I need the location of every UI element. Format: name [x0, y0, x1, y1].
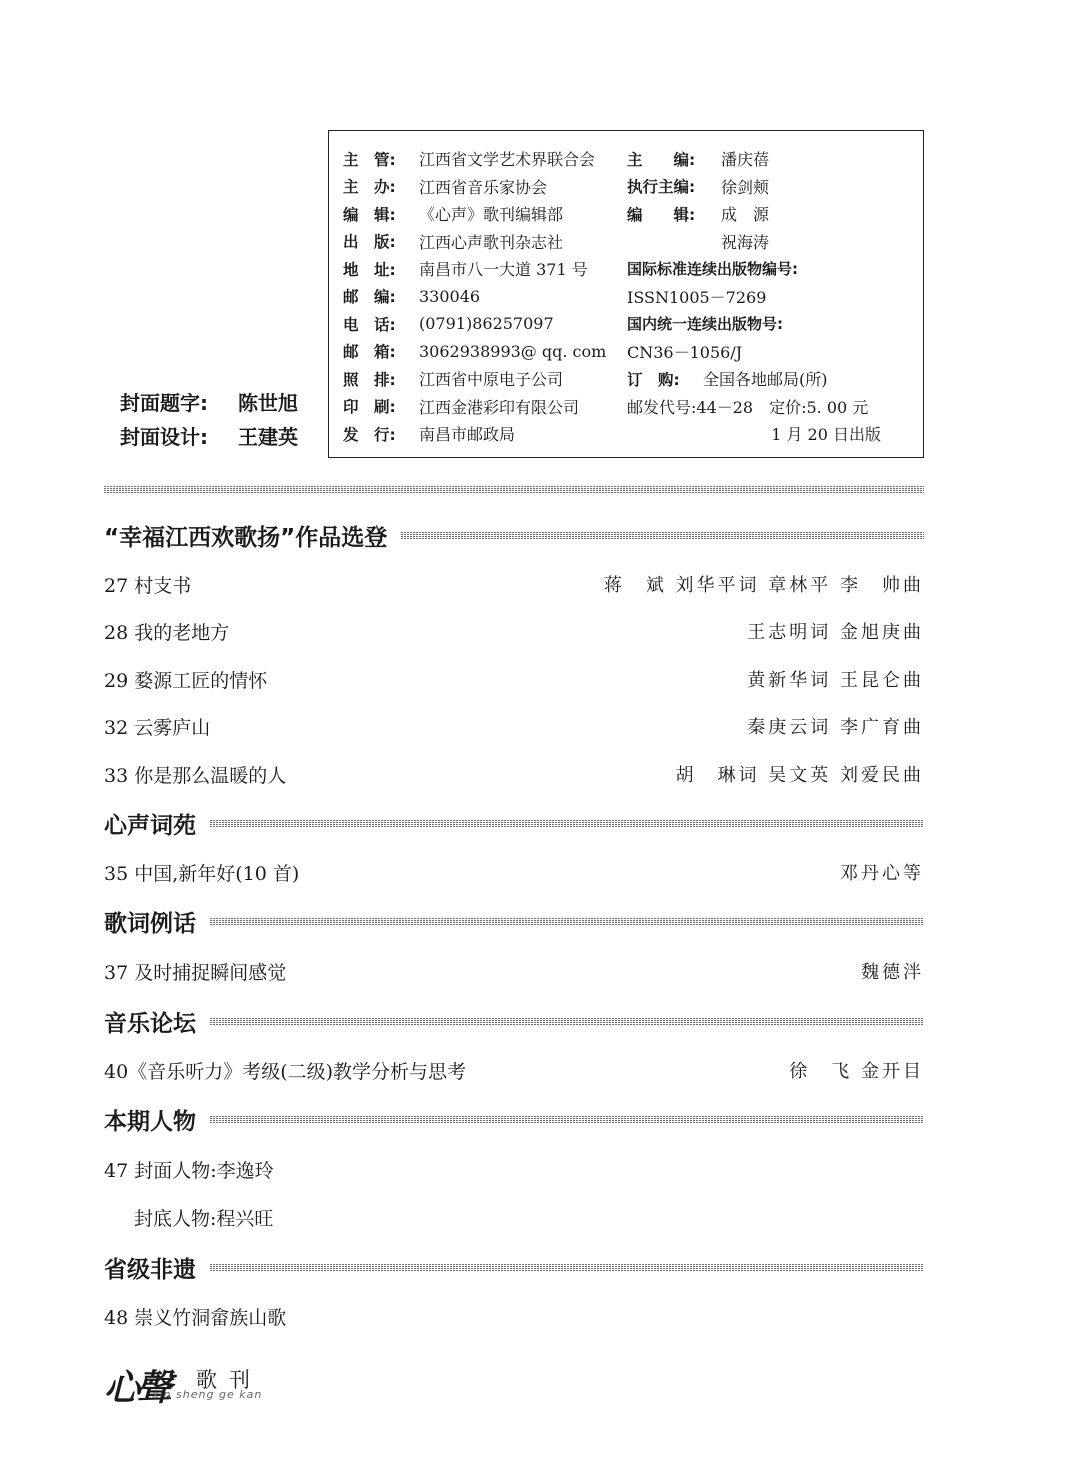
toc-entry[interactable]	[104, 711, 924, 741]
masthead-label: 主 管:	[343, 150, 396, 169]
page-number: 29	[104, 669, 129, 692]
editor-name: 祝海涛	[721, 232, 770, 252]
masthead-row	[343, 283, 628, 311]
page-number: 32	[104, 716, 129, 739]
section-rule	[210, 820, 924, 827]
entry-authors: 黄新华词 王昆仑曲	[747, 670, 924, 691]
masthead-label: 印 刷:	[343, 398, 396, 417]
section-heading	[104, 518, 924, 552]
section-rule	[210, 1018, 924, 1025]
chief-editor-row	[627, 145, 917, 173]
section-title: “幸福江西欢歌扬”作品选登	[104, 524, 388, 551]
entry-authors: 徐 飞 金开目	[789, 1061, 924, 1082]
cn-label-row	[627, 310, 917, 338]
exec-editor-label: 执行主编:	[627, 178, 696, 197]
toc-entry[interactable]	[104, 1301, 924, 1331]
section-title: 省级非遗	[104, 1256, 196, 1283]
cn-label: 国内统一连续出版物号:	[627, 315, 783, 334]
entry-title: 村支书	[134, 574, 192, 597]
masthead-label: 编 辑:	[343, 205, 396, 224]
entry-authors: 邓丹心等	[840, 863, 924, 884]
section-rule	[210, 1264, 924, 1271]
chief-editor-label: 主 编:	[627, 150, 696, 169]
section-title: 音乐论坛	[104, 1010, 196, 1037]
page-number: 48	[104, 1306, 129, 1329]
cover-credit-row	[120, 418, 320, 452]
masthead-row	[343, 255, 628, 283]
section-rule	[210, 1116, 924, 1123]
masthead-row	[343, 200, 628, 228]
entry-authors: 胡 琳词 吴文英 刘爱民曲	[675, 765, 924, 786]
page-number: 33	[104, 764, 129, 787]
masthead-value: (0791)86257097	[419, 314, 554, 334]
section-heading	[104, 1004, 924, 1038]
editors-row	[627, 200, 917, 228]
entry-title: 你是那么温暖的人	[134, 764, 287, 787]
masthead-value: 330046	[419, 286, 481, 306]
postal-price: 邮发代号:44－28 定价:5. 00 元	[627, 397, 869, 417]
page-number: 35	[104, 862, 129, 885]
divider-rule	[104, 486, 924, 493]
entry-title: 及时捕捉瞬间感觉	[134, 961, 287, 984]
masthead-label: 主 办:	[343, 178, 396, 197]
page-number: 27	[104, 574, 129, 597]
masthead-label: 邮 编:	[343, 288, 396, 307]
entry-title: 《音乐听力》考级(二级)教学分析与思考	[128, 1060, 467, 1083]
page-number: 47	[104, 1159, 129, 1182]
journal-logo	[104, 1360, 314, 1410]
entry-title: 崇义竹洞畲族山歌	[134, 1306, 287, 1329]
page-number: 40	[104, 1060, 129, 1083]
subscribe-row	[627, 365, 917, 393]
section-rule	[401, 532, 924, 539]
entry-title: 封面人物:李逸玲	[134, 1159, 274, 1182]
masthead-row	[343, 338, 628, 366]
page-number: 37	[104, 961, 129, 984]
masthead-label: 出 版:	[343, 233, 396, 252]
masthead-right-column	[627, 145, 917, 448]
entry-authors: 魏德泮	[861, 962, 924, 983]
publish-date-row	[627, 420, 917, 448]
masthead-left-column	[343, 145, 628, 448]
section-title: 心声词苑	[104, 812, 196, 839]
masthead-value: 江西心声歌刊杂志社	[419, 232, 564, 252]
page-number: 28	[104, 621, 129, 644]
masthead-value: 江西金港彩印有限公司	[419, 397, 580, 417]
entry-title: 封底人物:程兴旺	[134, 1207, 274, 1230]
masthead-value: 《心声》歌刊编辑部	[419, 205, 564, 225]
section-heading	[104, 1250, 924, 1284]
toc-entry[interactable]	[104, 664, 924, 694]
masthead-value: 江西省文学艺术界联合会	[419, 150, 596, 170]
masthead-label: 地 址:	[343, 260, 396, 279]
editors-row-2	[627, 228, 917, 256]
masthead-label: 发 行:	[343, 425, 396, 444]
masthead-label: 照 排:	[343, 370, 396, 389]
editor-name: 成 源	[721, 205, 770, 225]
masthead-row	[343, 145, 628, 173]
entry-title: 云雾庐山	[134, 716, 211, 739]
cover-credit-label: 封面题字:	[120, 390, 208, 415]
toc-entry[interactable]	[104, 857, 924, 887]
editors-label: 编 辑:	[627, 205, 696, 224]
logo-journal-name: 歌刊	[196, 1368, 262, 1392]
toc-entry[interactable]	[104, 616, 924, 646]
masthead-label: 邮 箱:	[343, 343, 396, 362]
subscribe-value: 全国各地邮局(所)	[703, 370, 828, 390]
issn-label: 国际标准连续出版物编号:	[627, 260, 798, 279]
cover-credit-row	[120, 384, 320, 418]
masthead-row	[343, 173, 628, 201]
toc-entry[interactable]	[134, 1202, 924, 1232]
masthead-label: 电 话:	[343, 315, 396, 334]
cover-credit-value: 陈世旭	[238, 390, 298, 415]
toc-entry[interactable]	[104, 956, 924, 986]
issn-row	[627, 283, 917, 311]
masthead-value: 江西省中原电子公司	[419, 370, 564, 390]
entry-authors: 秦庚云词 李广育曲	[747, 717, 924, 738]
cover-credits	[120, 384, 320, 452]
exec-editor-name: 徐剑颊	[721, 177, 770, 197]
cn-row	[627, 338, 917, 366]
chief-editor-name: 潘庆蓓	[721, 150, 770, 170]
masthead-row	[343, 420, 628, 448]
section-title: 歌词例话	[104, 910, 196, 937]
cover-credit-label: 封面设计:	[120, 424, 208, 449]
publish-date: 1 月 20 日出版	[771, 425, 881, 445]
toc-entry[interactable]	[104, 1055, 924, 1085]
toc-entry[interactable]	[104, 569, 924, 599]
section-title: 本期人物	[104, 1108, 196, 1135]
masthead-row	[343, 310, 628, 338]
masthead-row	[343, 393, 628, 421]
toc-entry[interactable]	[104, 759, 924, 789]
issn-value: ISSN1005－7269	[627, 287, 767, 307]
cover-credit-value: 王建英	[238, 424, 298, 449]
entry-title: 婺源工匠的情怀	[134, 669, 268, 692]
postal-price-row	[627, 393, 917, 421]
masthead-row	[343, 228, 628, 256]
logo-script: 心聲	[104, 1367, 169, 1409]
cn-value: CN36－1056/J	[627, 342, 743, 362]
masthead-value: 江西省音乐家协会	[419, 177, 548, 197]
exec-editor-row	[627, 173, 917, 201]
masthead-row	[343, 365, 628, 393]
masthead-box	[328, 130, 924, 458]
section-heading	[104, 806, 924, 840]
masthead-value: 3062938993@ qq. com	[419, 341, 607, 361]
section-heading	[104, 1102, 924, 1136]
entry-authors: 蒋 斌 刘华平词 章林平 李 帅曲	[603, 575, 924, 596]
subscribe-label: 订 购:	[627, 370, 680, 389]
entry-authors: 王志明词 金旭庚曲	[747, 622, 924, 643]
toc-entry[interactable]	[104, 1154, 924, 1184]
section-rule	[210, 918, 924, 925]
logo-pinyin: xin sheng ge kan	[152, 1388, 263, 1401]
masthead-value: 南昌市邮政局	[419, 425, 516, 445]
issn-label-row	[627, 255, 917, 283]
entry-title: 我的老地方	[134, 621, 230, 644]
section-heading	[104, 904, 924, 938]
entry-title: 中国,新年好(10 首)	[134, 862, 300, 885]
masthead-value: 南昌市八一大道 371 号	[419, 260, 588, 280]
